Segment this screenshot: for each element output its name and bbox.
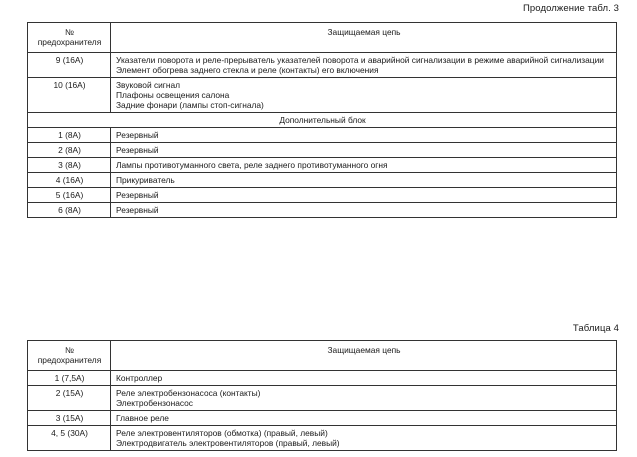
fuse-number-cell: 1 (8А)	[28, 128, 111, 143]
circuit-cell	[111, 78, 617, 113]
circuit-line: Контроллер	[116, 373, 163, 383]
circuit-line: Электродвигатель электровентиляторов (правый, левый)	[116, 438, 340, 448]
fuse-number-cell: 2 (8А)	[28, 143, 111, 158]
fuse-number-cell: 4 (16А)	[28, 173, 111, 188]
circuit-cell	[111, 143, 617, 158]
section-title: Дополнительный блок	[28, 113, 617, 128]
table-row	[28, 188, 617, 203]
circuit-cell	[111, 128, 617, 143]
table-row	[28, 411, 617, 426]
circuit-line: Плафоны освещения салона	[116, 90, 230, 100]
table-row	[28, 371, 617, 386]
circuit-cell	[111, 188, 617, 203]
circuit-line: Резервный	[116, 190, 159, 200]
circuit-line: Указатели поворота и реле-прерыватель указателей поворота и аварийной сигнализации в режиме аварийной сигнализации	[116, 55, 604, 65]
header-row	[28, 23, 617, 53]
fuse-number-cell: 9 (16А)	[28, 53, 111, 78]
table3-caption: Продолжение табл. 3	[522, 3, 619, 14]
circuit-line: Задние фонари (лампы стоп-сигнала)	[116, 100, 264, 110]
fuse-number-cell: 10 (16А)	[28, 78, 111, 113]
circuit-line: Лампы противотуманного света, реле заднего противотуманного огня	[116, 160, 388, 170]
header-row	[28, 341, 617, 371]
table-row	[28, 173, 617, 188]
table3-section	[28, 113, 617, 128]
circuit-line: Реле электробензонасоса (контакты)	[116, 388, 261, 398]
fuse-number-cell: 4, 5 (30А)	[28, 426, 111, 451]
circuit-line: Звуковой сигнал	[116, 80, 181, 90]
circuit-line: Элемент обогрева заднего стекла и реле (контакты) его включения	[116, 65, 379, 75]
table-row	[28, 128, 617, 143]
circuit-header: Защищаемая цепь	[111, 341, 617, 371]
circuit-line: Реле электровентиляторов (обмотка) (правый, левый)	[116, 428, 328, 438]
circuit-header: Защищаемая цепь	[111, 23, 617, 53]
table-row	[28, 426, 617, 451]
table-row	[28, 78, 617, 113]
fuse-number-cell: 1 (7,5А)	[28, 371, 111, 386]
fuse-number-cell: 3 (15А)	[28, 411, 111, 426]
circuit-cell	[111, 426, 617, 451]
table-row	[28, 386, 617, 411]
table3-main-body	[28, 53, 617, 113]
table3-continued	[27, 22, 617, 218]
circuit-cell	[111, 386, 617, 411]
table-row	[28, 203, 617, 218]
table4-body	[28, 371, 617, 451]
fuse-number-cell: 3 (8А)	[28, 158, 111, 173]
circuit-line: Электробензонасос	[116, 398, 193, 408]
fuse-number-header: № предохранителя	[28, 341, 111, 371]
circuit-cell	[111, 173, 617, 188]
circuit-line: Главное реле	[116, 413, 169, 423]
table-row	[28, 158, 617, 173]
circuit-cell	[111, 53, 617, 78]
circuit-line: Резервный	[116, 145, 159, 155]
circuit-cell	[111, 371, 617, 386]
circuit-cell	[111, 411, 617, 426]
table4-caption: Таблица 4	[572, 323, 619, 334]
table-row	[28, 143, 617, 158]
section-row	[28, 113, 617, 128]
fuse-number-header: № предохранителя	[28, 23, 111, 53]
circuit-line: Резервный	[116, 205, 159, 215]
circuit-line: Прикуриватель	[116, 175, 175, 185]
table4	[27, 340, 617, 451]
circuit-cell	[111, 158, 617, 173]
circuit-line: Резервный	[116, 130, 159, 140]
table-row	[28, 53, 617, 78]
fuse-number-cell: 6 (8А)	[28, 203, 111, 218]
fuse-number-cell: 5 (16А)	[28, 188, 111, 203]
circuit-cell	[111, 203, 617, 218]
table3-extra-body	[28, 128, 617, 218]
fuse-number-cell: 2 (15А)	[28, 386, 111, 411]
